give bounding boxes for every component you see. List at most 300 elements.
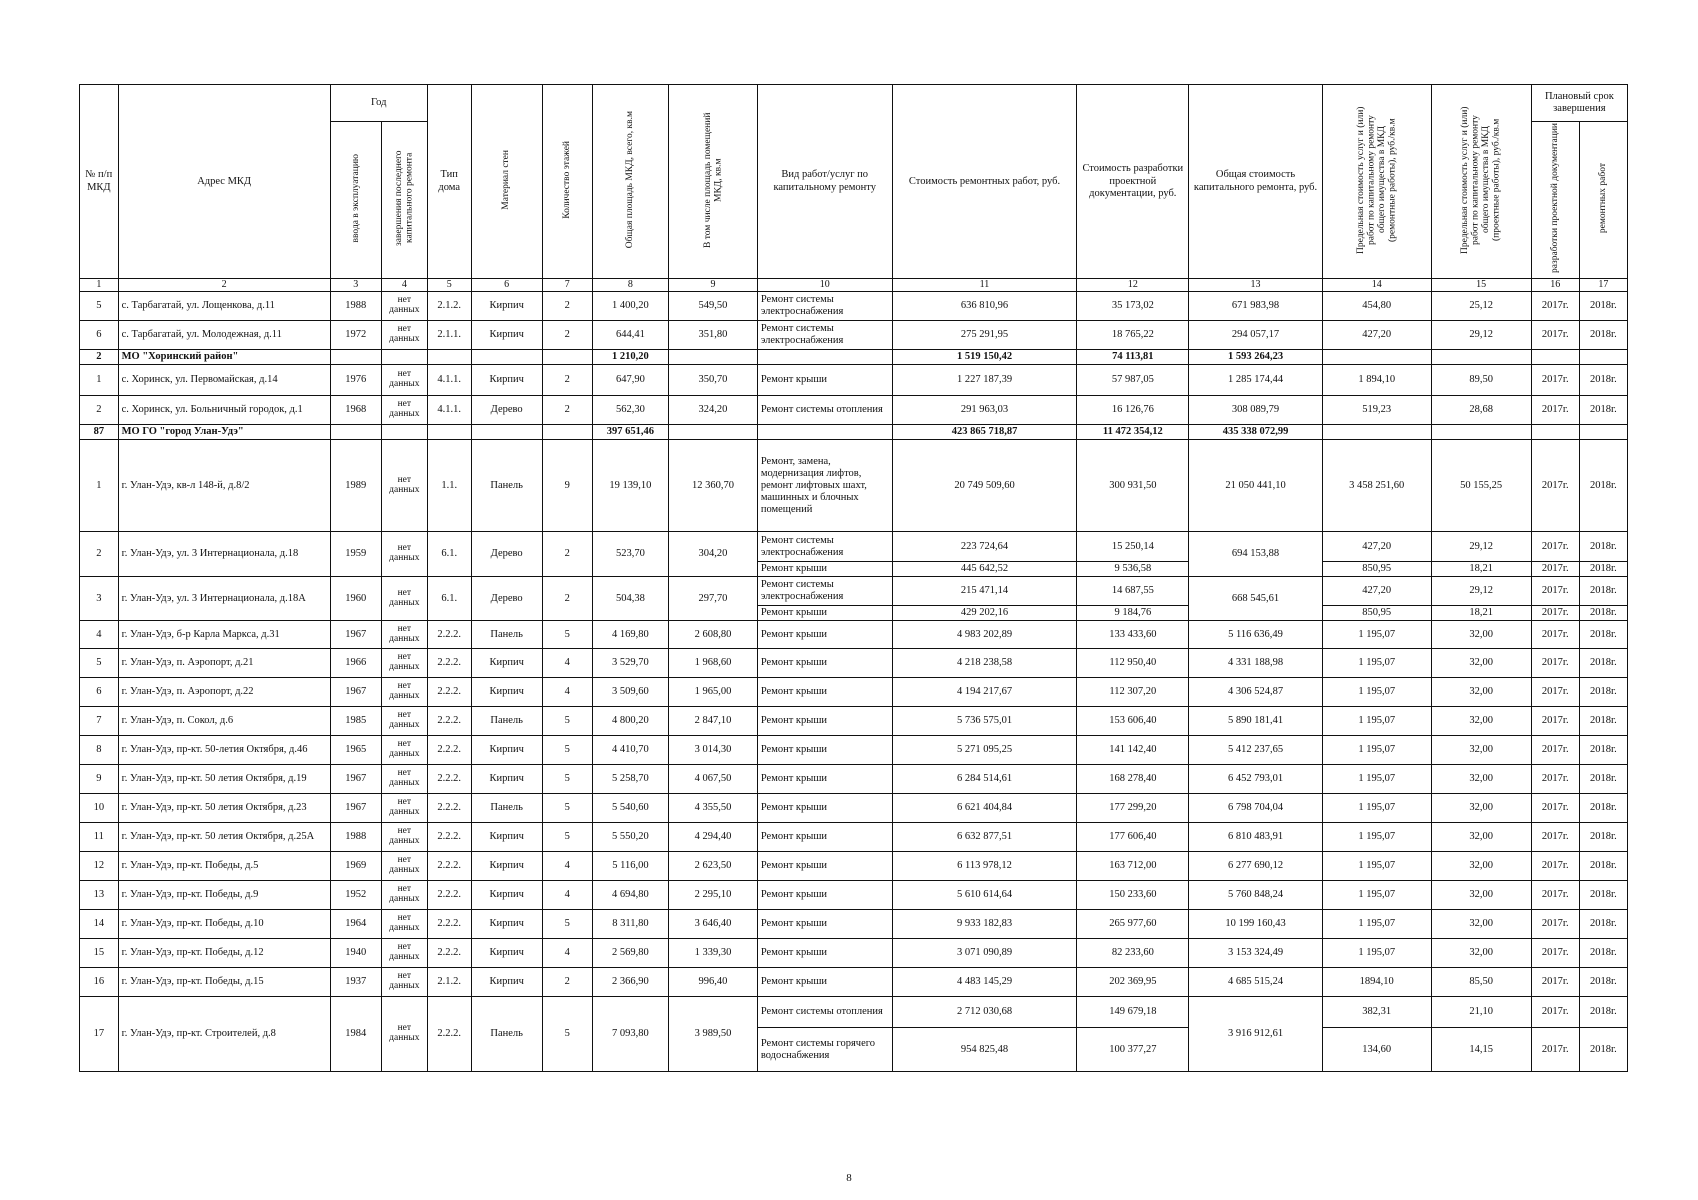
header-year-repair-text: завершения последнего капитального ремонта <box>393 150 415 246</box>
cell-year-repair: нет данных <box>381 365 427 396</box>
header-area-premises-text: В том числе площадь помещений МКД, кв.м <box>702 111 723 248</box>
cell-area-premises: 297,70 <box>669 577 758 621</box>
cell-work: Ремонт системы электроснабжения <box>757 292 892 321</box>
cell-limit-design: 29,12 <box>1431 321 1531 350</box>
cell-limit-design: 14,15 <box>1431 1028 1531 1072</box>
header-term-design-text: разработки проектной документации <box>1550 123 1561 273</box>
group-count: 2 <box>80 350 119 365</box>
cell-term-design: 2017г. <box>1531 365 1579 396</box>
cell-work: Ремонт системы электроснабжения <box>757 577 892 606</box>
cell-work: Ремонт крыши <box>757 606 892 621</box>
cell-cost-repair: 429 202,16 <box>892 606 1077 621</box>
cell-cost-design: 153 606,40 <box>1077 707 1189 736</box>
cell-wall: Панель <box>471 997 542 1072</box>
cell-area-premises: 2 623,50 <box>669 852 758 881</box>
group-count: 87 <box>80 425 119 440</box>
cell-wall: Кирпич <box>471 321 542 350</box>
cell-term-repair: 2018г. <box>1579 396 1627 425</box>
cell-cost-total: 6 452 793,01 <box>1189 765 1323 794</box>
cell-house-type: 2.2.2. <box>427 997 471 1072</box>
cell-limit-repair: 454,80 <box>1322 292 1431 321</box>
cell-address: с. Тарбагатай, ул. Лощенкова, д.11 <box>118 292 330 321</box>
header-row <box>80 85 1628 122</box>
cell-house-type: 6.1. <box>427 532 471 577</box>
column-number-row <box>80 279 1628 292</box>
header-area-total-text: Общая площадь МКД, всего, кв.м <box>625 110 636 249</box>
cell-cost-total: 6 798 704,04 <box>1189 794 1323 823</box>
empty-cell <box>757 350 892 365</box>
col-number: 2 <box>118 279 330 292</box>
col-number: 17 <box>1579 279 1627 292</box>
cell-cost-design: 16 126,76 <box>1077 396 1189 425</box>
cell-limit-design: 32,00 <box>1431 707 1531 736</box>
header-floors <box>542 85 592 279</box>
cell-wall: Кирпич <box>471 678 542 707</box>
cell-term-design: 2017г. <box>1531 794 1579 823</box>
cell-wall: Дерево <box>471 396 542 425</box>
cell-year-commission: 1988 <box>330 292 381 321</box>
cell-limit-design: 29,12 <box>1431 577 1531 606</box>
cell-wall: Кирпич <box>471 939 542 968</box>
cell-limit-repair: 1 894,10 <box>1322 365 1431 396</box>
cell-work: Ремонт крыши <box>757 736 892 765</box>
cell-area-premises: 350,70 <box>669 365 758 396</box>
cell-term-design: 2017г. <box>1531 649 1579 678</box>
header-wall-material-text: Материал стен <box>501 149 512 210</box>
group-name: МО "Хоринский район" <box>118 350 330 365</box>
cell-year-commission: 1937 <box>330 968 381 997</box>
cell-term-design: 2017г. <box>1531 852 1579 881</box>
cell-area-premises: 324,20 <box>669 396 758 425</box>
table-row <box>80 939 1628 968</box>
cell-work: Ремонт, замена, модернизация лифтов, ремонт лифтовых шахт, машинных и блочных помещений <box>757 440 892 532</box>
cell-num: 1 <box>80 440 119 532</box>
table-row <box>80 765 1628 794</box>
cell-work: Ремонт крыши <box>757 365 892 396</box>
cell-term-design: 2017г. <box>1531 997 1579 1028</box>
empty-cell <box>669 350 758 365</box>
cell-term-design: 2017г. <box>1531 292 1579 321</box>
cell-area-total: 4 410,70 <box>592 736 668 765</box>
cell-area-premises: 549,50 <box>669 292 758 321</box>
cell-floors: 5 <box>542 794 592 823</box>
cell-area-total: 3 529,70 <box>592 649 668 678</box>
empty-cell <box>757 425 892 440</box>
cell-limit-repair: 427,20 <box>1322 577 1431 606</box>
cell-area-total: 647,90 <box>592 365 668 396</box>
cell-num: 3 <box>80 577 119 621</box>
cell-address: с. Хоринск, ул. Первомайская, д.14 <box>118 365 330 396</box>
cell-term-repair: 2018г. <box>1579 562 1627 577</box>
empty-cell <box>1431 350 1531 365</box>
cell-limit-repair: 1 195,07 <box>1322 765 1431 794</box>
cell-term-repair: 2018г. <box>1579 365 1627 396</box>
cell-work: Ремонт крыши <box>757 562 892 577</box>
cell-floors: 4 <box>542 678 592 707</box>
cell-year-commission: 1966 <box>330 649 381 678</box>
cell-house-type: 2.2.2. <box>427 794 471 823</box>
cell-cost-repair: 6 621 404,84 <box>892 794 1077 823</box>
cell-cost-design: 9 536,58 <box>1077 562 1189 577</box>
cell-year-repair: нет данных <box>381 707 427 736</box>
cell-term-repair: 2018г. <box>1579 577 1627 606</box>
table-row <box>80 997 1628 1028</box>
cell-limit-repair: 519,23 <box>1322 396 1431 425</box>
header-year-group: Год <box>330 85 427 122</box>
empty-cell <box>542 425 592 440</box>
cell-year-commission: 1960 <box>330 577 381 621</box>
table-row <box>80 910 1628 939</box>
cell-cost-total: 3 916 912,61 <box>1189 997 1323 1072</box>
cell-work: Ремонт крыши <box>757 968 892 997</box>
group-total-row <box>80 350 1628 365</box>
cell-year-repair: нет данных <box>381 440 427 532</box>
empty-cell <box>471 425 542 440</box>
cell-num: 5 <box>80 292 119 321</box>
cell-area-premises: 1 339,30 <box>669 939 758 968</box>
group-area-total: 1 210,20 <box>592 350 668 365</box>
cell-term-repair: 2018г. <box>1579 997 1627 1028</box>
group-name: МО ГО "город Улан-Удэ" <box>118 425 330 440</box>
empty-cell <box>1579 425 1627 440</box>
cell-limit-repair: 1 195,07 <box>1322 794 1431 823</box>
cell-term-design: 2017г. <box>1531 678 1579 707</box>
cell-house-type: 2.2.2. <box>427 649 471 678</box>
cell-cost-total: 10 199 160,43 <box>1189 910 1323 939</box>
cell-address: г. Улан-Удэ, пр-кт. Строителей, д.8 <box>118 997 330 1072</box>
cell-cost-design: 14 687,55 <box>1077 577 1189 606</box>
cell-area-premises: 3 014,30 <box>669 736 758 765</box>
col-number: 14 <box>1322 279 1431 292</box>
cell-year-commission: 1968 <box>330 396 381 425</box>
cell-term-repair: 2018г. <box>1579 321 1627 350</box>
cell-cost-design: 133 433,60 <box>1077 621 1189 649</box>
header-work-type: Вид работ/услуг по капитальному ремонту <box>757 85 892 279</box>
group-cost-repair: 1 519 150,42 <box>892 350 1077 365</box>
col-number: 4 <box>381 279 427 292</box>
cell-floors: 2 <box>542 365 592 396</box>
cell-area-total: 5 116,00 <box>592 852 668 881</box>
cell-floors: 2 <box>542 968 592 997</box>
cell-limit-design: 32,00 <box>1431 765 1531 794</box>
col-number: 15 <box>1431 279 1531 292</box>
cell-limit-repair: 382,31 <box>1322 997 1431 1028</box>
cell-house-type: 4.1.1. <box>427 365 471 396</box>
cell-area-total: 523,70 <box>592 532 668 577</box>
cell-term-repair: 2018г. <box>1579 765 1627 794</box>
cell-area-total: 2 569,80 <box>592 939 668 968</box>
cell-limit-design: 89,50 <box>1431 365 1531 396</box>
cell-floors: 5 <box>542 997 592 1072</box>
cell-year-repair: нет данных <box>381 321 427 350</box>
cell-limit-repair: 850,95 <box>1322 562 1431 577</box>
cell-year-commission: 1976 <box>330 365 381 396</box>
cell-cost-design: 265 977,60 <box>1077 910 1189 939</box>
table-row <box>80 823 1628 852</box>
cell-area-total: 4 169,80 <box>592 621 668 649</box>
cell-cost-total: 294 057,17 <box>1189 321 1323 350</box>
cell-limit-repair: 1 195,07 <box>1322 649 1431 678</box>
cell-area-total: 19 139,10 <box>592 440 668 532</box>
cell-floors: 5 <box>542 823 592 852</box>
cell-limit-design: 29,12 <box>1431 532 1531 562</box>
cell-work: Ремонт крыши <box>757 852 892 881</box>
group-cost-total: 1 593 264,23 <box>1189 350 1323 365</box>
empty-cell <box>669 425 758 440</box>
cell-limit-repair: 427,20 <box>1322 532 1431 562</box>
cell-area-total: 2 366,90 <box>592 968 668 997</box>
cell-area-premises: 2 295,10 <box>669 881 758 910</box>
header-limit-repair <box>1322 85 1431 279</box>
cell-cost-total: 5 412 237,65 <box>1189 736 1323 765</box>
table-row <box>80 440 1628 532</box>
cell-floors: 4 <box>542 939 592 968</box>
header-area-premises <box>669 85 758 279</box>
col-number: 11 <box>892 279 1077 292</box>
cell-term-repair: 2018г. <box>1579 532 1627 562</box>
cell-cost-design: 112 307,20 <box>1077 678 1189 707</box>
cell-term-design: 2017г. <box>1531 823 1579 852</box>
cell-term-repair: 2018г. <box>1579 292 1627 321</box>
cell-house-type: 2.1.2. <box>427 292 471 321</box>
cell-num: 17 <box>80 997 119 1072</box>
cell-num: 4 <box>80 621 119 649</box>
empty-cell <box>1431 425 1531 440</box>
col-number: 9 <box>669 279 758 292</box>
cell-year-commission: 1984 <box>330 997 381 1072</box>
cell-work: Ремонт системы отопления <box>757 997 892 1028</box>
cell-house-type: 2.1.1. <box>427 321 471 350</box>
group-total-row <box>80 425 1628 440</box>
cell-cost-repair: 275 291,95 <box>892 321 1077 350</box>
cell-cost-design: 300 931,50 <box>1077 440 1189 532</box>
cell-cost-total: 4 685 515,24 <box>1189 968 1323 997</box>
page-number: 8 <box>846 1172 852 1184</box>
table-row <box>80 577 1628 606</box>
cell-year-repair: нет данных <box>381 765 427 794</box>
cell-year-commission: 1967 <box>330 621 381 649</box>
cell-area-premises: 304,20 <box>669 532 758 577</box>
header-num: № п/п МКД <box>80 85 119 279</box>
cell-year-repair: нет данных <box>381 649 427 678</box>
cell-limit-repair: 1 195,07 <box>1322 939 1431 968</box>
cell-cost-repair: 6 113 978,12 <box>892 852 1077 881</box>
cell-year-commission: 1988 <box>330 823 381 852</box>
cell-term-design: 2017г. <box>1531 532 1579 562</box>
cell-term-design: 2017г. <box>1531 881 1579 910</box>
cell-area-premises: 996,40 <box>669 968 758 997</box>
table-row <box>80 707 1628 736</box>
cell-floors: 2 <box>542 292 592 321</box>
cell-term-repair: 2018г. <box>1579 968 1627 997</box>
cell-house-type: 2.2.2. <box>427 765 471 794</box>
cell-limit-design: 32,00 <box>1431 794 1531 823</box>
cell-term-design: 2017г. <box>1531 321 1579 350</box>
header-term-group: Плановый срок завершения <box>1531 85 1627 122</box>
cell-limit-repair: 1 195,07 <box>1322 881 1431 910</box>
cell-year-repair: нет данных <box>381 997 427 1072</box>
cell-term-repair: 2018г. <box>1579 606 1627 621</box>
header-floors-text: Количество этажей <box>562 140 573 219</box>
cell-wall: Панель <box>471 621 542 649</box>
cell-floors: 2 <box>542 577 592 621</box>
cell-cost-total: 671 983,98 <box>1189 292 1323 321</box>
table-row <box>80 396 1628 425</box>
cell-limit-design: 50 155,25 <box>1431 440 1531 532</box>
cell-house-type: 2.2.2. <box>427 707 471 736</box>
header-limit-design-text: Предельная стоимость услуг и (или) работ по капитальному ремонту общего имущества в МКД (проектные работы), руб./кв.м <box>1460 105 1502 254</box>
cell-area-total: 504,38 <box>592 577 668 621</box>
cell-cost-total: 21 050 441,10 <box>1189 440 1323 532</box>
cell-term-design: 2017г. <box>1531 621 1579 649</box>
empty-cell <box>1322 425 1431 440</box>
cell-address: г. Улан-Удэ, пр-кт. Победы, д.15 <box>118 968 330 997</box>
header-year-commission-text: ввода в эксплуатацию <box>350 153 361 243</box>
cell-cost-design: 168 278,40 <box>1077 765 1189 794</box>
cell-wall: Кирпич <box>471 910 542 939</box>
cell-area-premises: 351,80 <box>669 321 758 350</box>
cell-limit-design: 21,10 <box>1431 997 1531 1028</box>
cell-cost-repair: 291 963,03 <box>892 396 1077 425</box>
cell-floors: 5 <box>542 736 592 765</box>
cell-floors: 5 <box>542 910 592 939</box>
cell-wall: Кирпич <box>471 736 542 765</box>
cell-address: г. Улан-Удэ, пр-кт. 50 летия Октября, д.23 <box>118 794 330 823</box>
cell-area-premises: 3 646,40 <box>669 910 758 939</box>
table-row <box>80 736 1628 765</box>
cell-floors: 4 <box>542 649 592 678</box>
col-number: 5 <box>427 279 471 292</box>
cell-limit-design: 18,21 <box>1431 606 1531 621</box>
cell-area-total: 4 694,80 <box>592 881 668 910</box>
cell-cost-design: 82 233,60 <box>1077 939 1189 968</box>
cell-limit-design: 18,21 <box>1431 562 1531 577</box>
cell-address: г. Улан-Удэ, ул. 3 Интернационала, д.18 <box>118 532 330 577</box>
cell-year-commission: 1989 <box>330 440 381 532</box>
cell-year-commission: 1940 <box>330 939 381 968</box>
empty-cell <box>381 350 427 365</box>
cell-cost-repair: 445 642,52 <box>892 562 1077 577</box>
cell-year-repair: нет данных <box>381 678 427 707</box>
cell-area-total: 562,30 <box>592 396 668 425</box>
cell-term-design: 2017г. <box>1531 968 1579 997</box>
cell-floors: 5 <box>542 707 592 736</box>
col-number: 16 <box>1531 279 1579 292</box>
cell-cost-design: 163 712,00 <box>1077 852 1189 881</box>
cell-limit-design: 32,00 <box>1431 910 1531 939</box>
cell-limit-design: 32,00 <box>1431 621 1531 649</box>
cell-cost-design: 177 606,40 <box>1077 823 1189 852</box>
cell-num: 1 <box>80 365 119 396</box>
cell-area-premises: 2 608,80 <box>669 621 758 649</box>
cell-limit-repair: 3 458 251,60 <box>1322 440 1431 532</box>
cell-cost-repair: 20 749 509,60 <box>892 440 1077 532</box>
cell-cost-design: 202 369,95 <box>1077 968 1189 997</box>
cell-limit-design: 25,12 <box>1431 292 1531 321</box>
table-row <box>80 968 1628 997</box>
cell-cost-repair: 5 736 575,01 <box>892 707 1077 736</box>
cell-area-premises: 2 847,10 <box>669 707 758 736</box>
cell-term-repair: 2018г. <box>1579 736 1627 765</box>
cell-address: г. Улан-Удэ, п. Аэропорт, д.21 <box>118 649 330 678</box>
cell-cost-repair: 5 271 095,25 <box>892 736 1077 765</box>
cell-cost-total: 5 116 636,49 <box>1189 621 1323 649</box>
cell-year-repair: нет данных <box>381 292 427 321</box>
cell-work: Ремонт крыши <box>757 823 892 852</box>
cell-num: 5 <box>80 649 119 678</box>
cell-limit-repair: 134,60 <box>1322 1028 1431 1072</box>
cell-limit-design: 32,00 <box>1431 678 1531 707</box>
cell-cost-repair: 4 218 238,58 <box>892 649 1077 678</box>
cell-term-design: 2017г. <box>1531 1028 1579 1072</box>
cell-address: г. Улан-Удэ, п. Аэропорт, д.22 <box>118 678 330 707</box>
cell-cost-repair: 223 724,64 <box>892 532 1077 562</box>
col-number: 6 <box>471 279 542 292</box>
cell-area-total: 5 540,60 <box>592 794 668 823</box>
cell-house-type: 1.1. <box>427 440 471 532</box>
col-number: 3 <box>330 279 381 292</box>
empty-cell <box>1579 350 1627 365</box>
cell-area-premises: 3 989,50 <box>669 997 758 1072</box>
cell-floors: 5 <box>542 765 592 794</box>
cell-year-repair: нет данных <box>381 910 427 939</box>
col-number: 8 <box>592 279 668 292</box>
cell-year-commission: 1967 <box>330 765 381 794</box>
cell-cost-total: 4 306 524,87 <box>1189 678 1323 707</box>
table-row <box>80 292 1628 321</box>
cell-cost-total: 4 331 188,98 <box>1189 649 1323 678</box>
cell-limit-design: 32,00 <box>1431 852 1531 881</box>
cell-wall: Кирпич <box>471 881 542 910</box>
cell-limit-repair: 1 195,07 <box>1322 736 1431 765</box>
cell-year-commission: 1965 <box>330 736 381 765</box>
cell-area-premises: 4 355,50 <box>669 794 758 823</box>
cell-year-commission: 1959 <box>330 532 381 577</box>
cell-year-repair: нет данных <box>381 852 427 881</box>
cell-area-premises: 4 294,40 <box>669 823 758 852</box>
cell-cost-total: 308 089,79 <box>1189 396 1323 425</box>
table-row <box>80 649 1628 678</box>
cell-cost-repair: 2 712 030,68 <box>892 997 1077 1028</box>
cell-num: 9 <box>80 765 119 794</box>
header-area-total <box>592 85 668 279</box>
cell-limit-design: 32,00 <box>1431 823 1531 852</box>
cell-term-design: 2017г. <box>1531 765 1579 794</box>
cell-cost-repair: 6 284 514,61 <box>892 765 1077 794</box>
header-cost-repair: Стоимость ремонтных работ, руб. <box>892 85 1077 279</box>
cell-house-type: 4.1.1. <box>427 396 471 425</box>
cell-area-total: 3 509,60 <box>592 678 668 707</box>
cell-limit-repair: 1 195,07 <box>1322 823 1431 852</box>
cell-year-repair: нет данных <box>381 939 427 968</box>
cell-limit-repair: 850,95 <box>1322 606 1431 621</box>
cell-wall: Дерево <box>471 577 542 621</box>
cell-limit-design: 32,00 <box>1431 736 1531 765</box>
empty-cell <box>1531 350 1579 365</box>
cell-limit-repair: 1 195,07 <box>1322 852 1431 881</box>
cell-area-total: 1 400,20 <box>592 292 668 321</box>
cell-limit-design: 28,68 <box>1431 396 1531 425</box>
empty-cell <box>427 350 471 365</box>
cell-area-total: 644,41 <box>592 321 668 350</box>
empty-cell <box>1531 425 1579 440</box>
cell-term-repair: 2018г. <box>1579 649 1627 678</box>
header-term-design <box>1531 122 1579 279</box>
cell-wall: Кирпич <box>471 649 542 678</box>
cell-area-total: 8 311,80 <box>592 910 668 939</box>
cell-limit-design: 32,00 <box>1431 649 1531 678</box>
cell-term-repair: 2018г. <box>1579 440 1627 532</box>
